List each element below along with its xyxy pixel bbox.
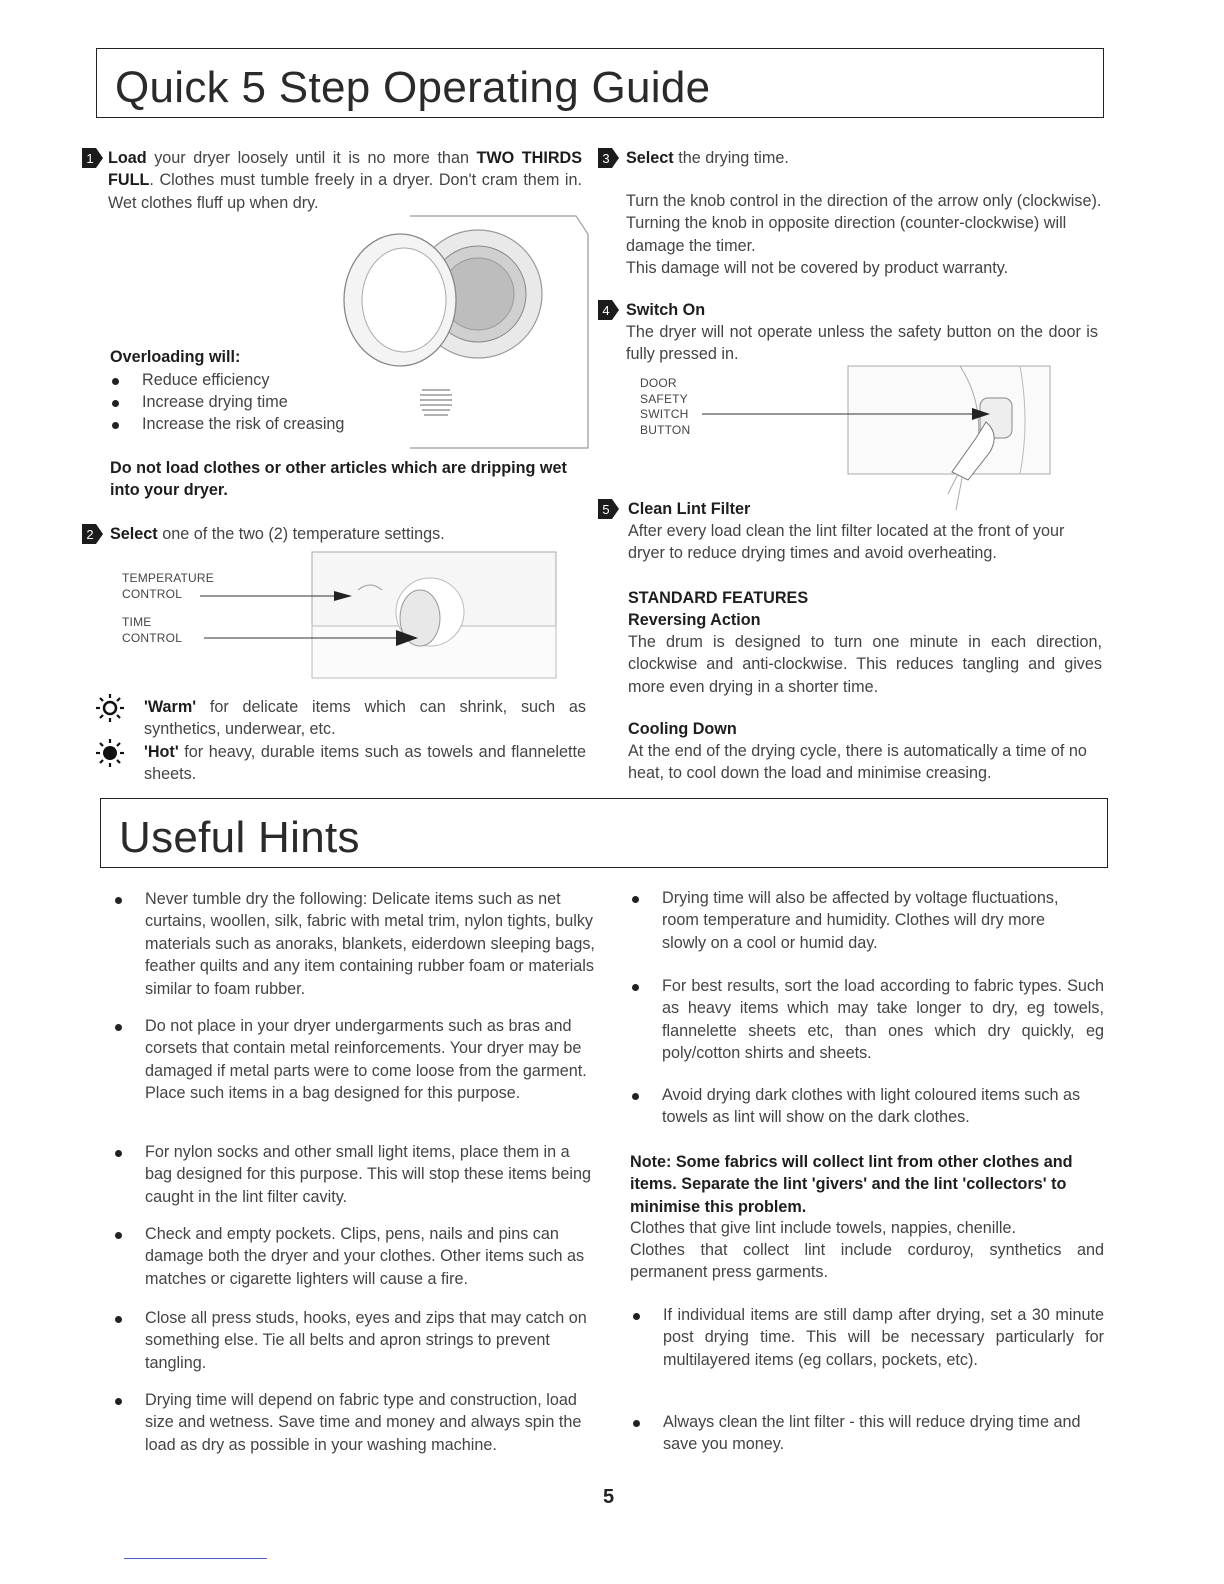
step-2-lead: Select [110, 525, 158, 543]
step-1-text [108, 147, 582, 214]
overloading-item: Reduce efficiency [142, 369, 269, 391]
hint-item: Do not place in your dryer undergarments such as bras and corsets that contain metal reinforcements. Your dryer may be damaged if metal parts were to come loose from the garment. Place such items in a bag designed for this purpose. [145, 1015, 595, 1105]
step-2-icon [80, 522, 104, 546]
step-5-text: After every load clean the lint filter located at the front of your dryer to reduce drying times and avoid overheating. [628, 522, 1065, 563]
reversing-text: The drum is designed to turn one minute in each direction, clockwise and anti-clockwise. This reduces tangling and gives more even drying in a shorter time. [628, 633, 1102, 696]
hints-note-bold: Note: Some fabrics will collect lint from other clothes and items. Separate the lint 'givers' and the lint 'collectors' to minimise this problem. [630, 1153, 1073, 1216]
page-number: 5 [603, 1486, 615, 1508]
step-3-lead: Select [626, 149, 674, 167]
hot-lead: 'Hot' [144, 743, 179, 761]
temp-label-line-1: TEMPERATURE [122, 571, 214, 585]
reversing-heading: Reversing Action [628, 611, 761, 629]
hint-item: If individual items are still damp after drying, set a 30 minute post drying time. This will be necessary particularly for multilayered items (eg collars, pockets, etc). [663, 1304, 1104, 1371]
step-3-icon [596, 146, 620, 170]
door-label-line-3: SWITCH [640, 407, 689, 421]
time-label-line-1: TIME [122, 615, 152, 629]
time-control-label [122, 615, 182, 646]
step-3-text [626, 147, 789, 169]
temp-label-line-2: CONTROL [122, 586, 183, 601]
step-1-emph: TWO THIRDS [476, 149, 582, 167]
hint-item: Avoid drying dark clothes with light coloured items such as towels as lint will show on the dark clothes. [662, 1084, 1104, 1129]
temperature-control-label [122, 571, 214, 602]
guide-title: Quick 5 Step Operating Guide [115, 63, 711, 112]
hints-note-line-2: Clothes that collect lint include corduroy, synthetics and permanent press garments. [630, 1241, 1104, 1282]
hint-item: Always clean the lint filter - this will reduce drying time and save you money. [663, 1411, 1104, 1456]
hint-item: Close all press studs, hooks, eyes and zips that may catch on something else. Tie all belts and apron strings to prevent tangling. [145, 1307, 595, 1374]
step-3-para-2: This damage will not be covered by product warranty. [626, 259, 1009, 277]
hint-item: Drying time will also be affected by voltage fluctuations, room temperature and humidity. Clothes will dry more slowly on a cool or humid day. [662, 887, 1092, 954]
step-3-body: the drying time. [673, 149, 789, 167]
hot-setting-text [144, 741, 586, 786]
hints-note-line-1: Clothes that give lint include towels, nappies, chenille. [630, 1219, 1017, 1237]
overloading-item: Increase the risk of creasing [142, 413, 344, 435]
hints-title: Useful Hints [119, 813, 360, 862]
step-2-number: 2 [86, 527, 94, 542]
cooling-text: At the end of the drying cycle, there is automatically a time of no heat, to cool down the load and minimise creasing. [628, 742, 1087, 783]
step-4-icon [596, 298, 620, 322]
footer-rule [124, 1558, 267, 1559]
step-2-body: one of the two (2) temperature settings. [157, 525, 445, 543]
hint-item: For best results, sort the load according to fabric types. Such as heavy items which may take longer to dry, eg towels, flannelette sheets etc, than ones which dry quickly, eg poly/cotton shirts and sheets. [662, 975, 1104, 1065]
overloading-heading: Overloading will: [110, 348, 241, 366]
hint-item: Never tumble dry the following: Delicate items such as net curtains, woollen, silk, fabric with metal trim, nylon tights, bulky materials such as anoraks, blankets, eiderdown sleeping bags, feather quilts and any item containing rubber foam or materials similar to foam rubber. [145, 888, 611, 1000]
step-2-text [110, 523, 580, 545]
step-1-text-b: . Clothes must tumble freely in a dryer. Don't cram them in. Wet clothes fluff up when dry. [108, 171, 582, 212]
step-1-warning: Do not load clothes or other articles which are dripping wet into your dryer. [110, 459, 567, 500]
hot-sun-icon [94, 737, 126, 769]
door-label-line-2: SAFETY [640, 391, 688, 406]
warm-sun-icon [94, 692, 126, 724]
features-heading: STANDARD FEATURES [628, 589, 809, 607]
door-switch-illustration [690, 362, 1054, 512]
warm-lead: 'Warm' [144, 698, 197, 716]
step-4-text: The dryer will not operate unless the safety button on the door is fully pressed in. [626, 323, 1098, 364]
hot-body: for heavy, durable items such as towels and flannelette sheets. [144, 743, 586, 784]
hint-item: For nylon socks and other small light items, place them in a bag designed for this purpose. This will stop these items being caught in the lint filter cavity. [145, 1141, 595, 1208]
cooling-heading: Cooling Down [628, 720, 737, 738]
overloading-item: Increase drying time [142, 391, 288, 413]
step-5-lead: Clean Lint Filter [628, 500, 751, 518]
step-3-para: Turn the knob control in the direction of the arrow only (clockwise). Turning the knob in opposite direction (counter-clockwise) will damage the timer. [626, 192, 1102, 255]
door-safety-label [640, 376, 690, 438]
door-label-line-4: BUTTON [640, 422, 691, 437]
step-4-lead: Switch On [626, 301, 706, 319]
warm-setting-text [144, 696, 586, 741]
warm-body: for delicate items which can shrink, such as synthetics, underwear, etc. [144, 698, 586, 739]
step-1-emph2: FULL [108, 171, 150, 190]
step-1-lead: Load [108, 149, 147, 167]
step-5-icon [596, 497, 620, 521]
step-5-number: 5 [602, 502, 610, 517]
step-1-number: 1 [86, 151, 94, 166]
step-1-text-a: your dryer loosely until it is no more than [146, 149, 477, 167]
step-1-icon [80, 146, 104, 170]
step-4-number: 4 [602, 303, 610, 318]
hints-title-box [100, 798, 1108, 868]
hint-item: Check and empty pockets. Clips, pens, nails and pins can damage both the dryer and your clothes. Other items such as matches or cigarette lighters will cause a fire. [145, 1223, 605, 1290]
door-label-line-1: DOOR [640, 376, 677, 390]
hint-item: Drying time will depend on fabric type and construction, load size and wetness. Save time and money and always spin the load as dry as possible in your washing machine. [145, 1389, 605, 1456]
time-label-line-2: CONTROL [122, 630, 183, 645]
guide-title-box [96, 48, 1104, 118]
step-3-number: 3 [602, 151, 610, 166]
dryer-illustration [330, 212, 595, 450]
control-panel-illustration [120, 550, 560, 680]
